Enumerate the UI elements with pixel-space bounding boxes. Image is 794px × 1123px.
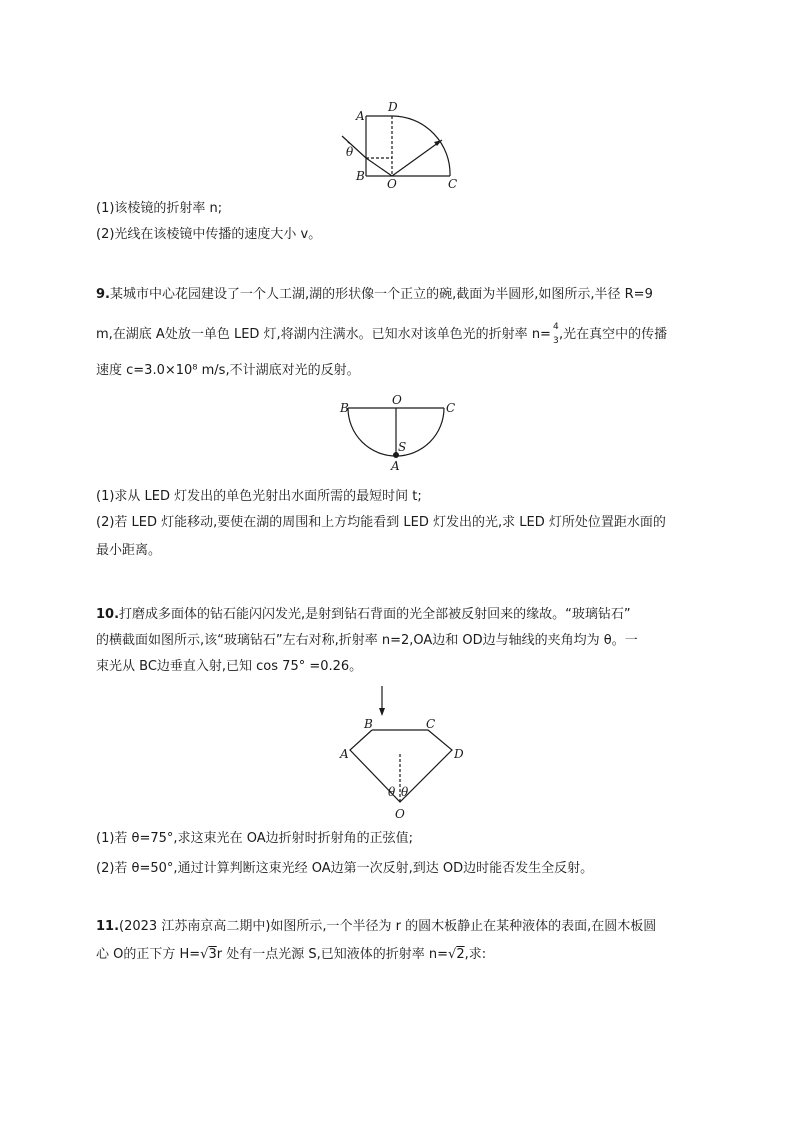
label-C: C xyxy=(446,401,456,415)
diamond-figure xyxy=(336,684,466,824)
p10-line1: 10.打磨成多面体的钻石能闪闪发光,是射到钻石背面的光全部被反射回来的缘故。“玻璃钻石” xyxy=(96,607,631,622)
label-S: S xyxy=(398,440,407,454)
p9-line3: 速度 c=3.0×10⁸ m/s,不计湖底对光的反射。 xyxy=(96,363,360,378)
p9-q2a: (2)若 LED 灯能移动,要使在湖的周围和上方均能看到 LED 灯发出的光,求 LED 灯所处位置距水面的 xyxy=(96,515,666,530)
p10-q1: (1)若 θ=75°,求这束光在 OA边折射时折射角的正弦值; xyxy=(96,831,413,846)
label-C: C xyxy=(426,717,436,731)
p11-line1: 11.(2023 江苏南京高二期中)如图所示,一个半径为 r 的圆木板静止在某种液体的表面,在圆木板圆 xyxy=(96,919,657,934)
p10-line2: 的横截面如图所示,该“玻璃钻石”左右对称,折射率 n=2,OA边和 OD边与轴线的夹角均为 θ。一 xyxy=(96,633,638,648)
label-B: B xyxy=(364,717,373,731)
sqrt-2: 2 xyxy=(456,947,465,962)
prism-figure xyxy=(330,96,470,196)
p9-q1: (1)求从 LED 灯发出的单色光射出水面所需的最短时间 t; xyxy=(96,489,422,504)
label-O: O xyxy=(392,393,402,407)
fraction-4-3: 4 3 xyxy=(552,321,559,346)
label-theta: θ xyxy=(346,145,354,159)
p10-number: 10. xyxy=(96,607,120,622)
label-D: D xyxy=(454,747,464,761)
p10-line3: 束光从 BC边垂直入射,已知 cos 75° =0.26。 xyxy=(96,659,363,674)
p9-line1: 9.某城市中心花园建设了一个人工湖,湖的形状像一个正立的碗,截面为半圆形,如图所示,半径 R=9 xyxy=(96,287,653,302)
p10-q2: (2)若 θ=50°,通过计算判断这束光经 OA边第一次反射,到达 OD边时能否发生全反射。 xyxy=(96,861,594,876)
label-A: A xyxy=(391,459,400,472)
label-O: O xyxy=(387,177,397,191)
p8-q2: (2)光线在该棱镜中传播的速度大小 v。 xyxy=(96,227,322,242)
p9-line2: m,在湖底 A处放一单色 LED 灯,将湖内注满水。已知水对该单色光的折射率 n= 4 3 ,光在真空中的传播 xyxy=(96,321,668,346)
label-D: D xyxy=(388,100,398,114)
p11-line2: 心 O的正下方 H=√3r 处有一点光源 S,已知液体的折射率 n=√2,求: xyxy=(96,947,487,962)
p9-q2b: 最小距离。 xyxy=(96,543,162,558)
p8-q1: (1)该棱镜的折射率 n; xyxy=(96,201,223,216)
label-B: B xyxy=(356,169,365,183)
label-A: A xyxy=(356,109,365,123)
p9-number: 9. xyxy=(96,287,110,302)
label-A: A xyxy=(340,747,349,761)
label-theta-left: θ xyxy=(388,785,396,799)
label-theta-right: θ xyxy=(401,785,409,799)
p11-number: 11. xyxy=(96,919,120,934)
lake-figure xyxy=(334,392,464,472)
label-B: B xyxy=(340,401,349,415)
label-O: O xyxy=(395,807,405,821)
sqrt-3: 3 xyxy=(208,947,217,962)
label-C: C xyxy=(448,177,458,191)
